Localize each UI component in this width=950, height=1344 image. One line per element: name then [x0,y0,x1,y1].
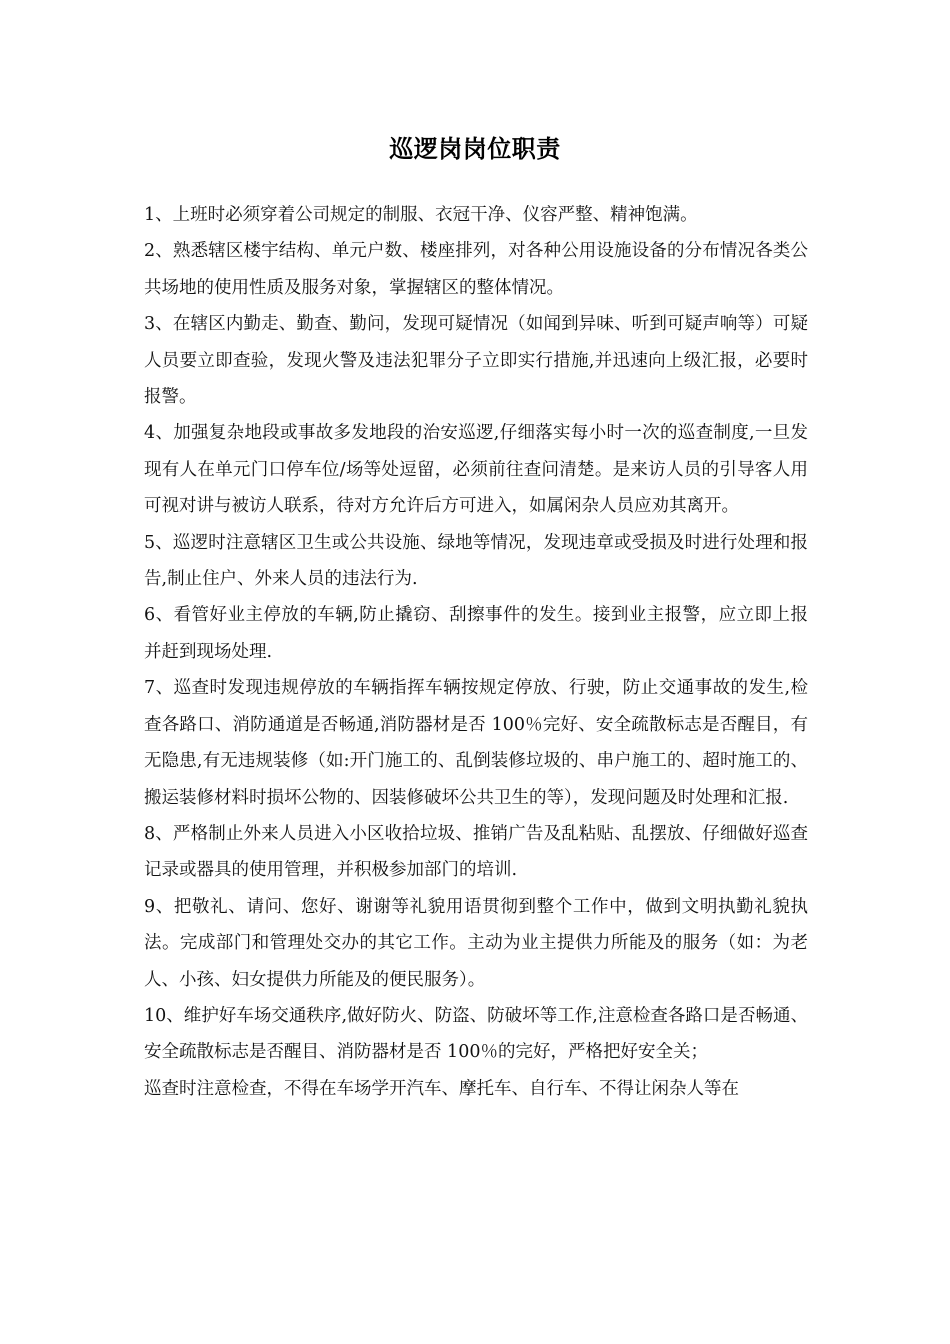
duty-item-5: 5、巡逻时注意辖区卫生或公共设施、绿地等情况，发现违章或受损及时进行处理和报告,制止住户、外来人员的违法行为. [144,532,808,590]
duty-item-2: 2、熟悉辖区楼宇结构、单元户数、楼座排列，对各种公用设施设备的分布情况各类公共场地的使用性质及服务对象，掌握辖区的整体情况。 [144,241,808,298]
duty-item-8: 8、严格制止外来人员进入小区收拾垃圾、推销广告及乱粘贴、乱摆放、仔细做好巡查记录或器具的使用管理，并积极参加部门的培训. [144,823,808,881]
duty-item-10: 10、维护好车场交通秩序,做好防火、防盗、防破坏等工作,注意检查各路口是否畅通、安全疏散标志是否醒目、消防器材是否 100％的完好，严格把好安全关； [144,1005,808,1063]
duty-item-7: 7、巡查时发现违规停放的车辆指挥车辆按规定停放、行驶，防止交通事故的发生,检查各路口、消防通道是否畅通,消防器材是否 100％完好、安全疏散标志是否醒目，有无隐患,有无违规装修（如:开门施工的、乱倒装修垃圾的、串户施工的、超时施工的、搬运装修材料时损坏公物的、因装修破坏公共卫生的等），发现问题及时处理和汇报. [144,678,808,808]
document-body [144,197,808,1107]
duty-item-9: 9、把敬礼、请问、您好、谢谢等礼貌用语贯彻到整个工作中，做到文明执勤礼貌执法。完成部门和管理处交办的其它工作。主动为业主提供力所能及的服务（如：为老人、小孩、妇女提供力所能及的便民服务）。 [144,896,808,990]
document-title: 巡逻岗岗位职责 [389,134,561,163]
duty-item-4: 4、加强复杂地段或事故多发地段的治安巡逻,仔细落实每小时一次的巡查制度,一旦发现有人在单元门口停车位/场等处逗留，必须前往查问清楚。是来访人员的引导客人用可视对讲与被访人联系，待对方允许后方可进入，如属闲杂人员应劝其离开。 [144,423,808,517]
duty-item-1: 1、上班时必须穿着公司规定的制服、衣冠干净、仪容严整、精神饱满。 [144,205,698,225]
duty-item-3: 3、在辖区内勤走、勤查、勤问，发现可疑情况（如闻到异味、听到可疑声响等）可疑人员要立即查验，发现火警及违法犯罪分子立即实行措施,并迅速向上级汇报，必要时报警。 [144,314,808,408]
duty-item-continuation: 巡查时注意检查，不得在车场学开汽车、摩托车、自行车、不得让闲杂人等在 [144,1078,739,1099]
duty-item-6: 6、看管好业主停放的车辆,防止撬窃、刮擦事件的发生。接到业主报警，应立即上报并赶到现场处理. [144,605,808,662]
